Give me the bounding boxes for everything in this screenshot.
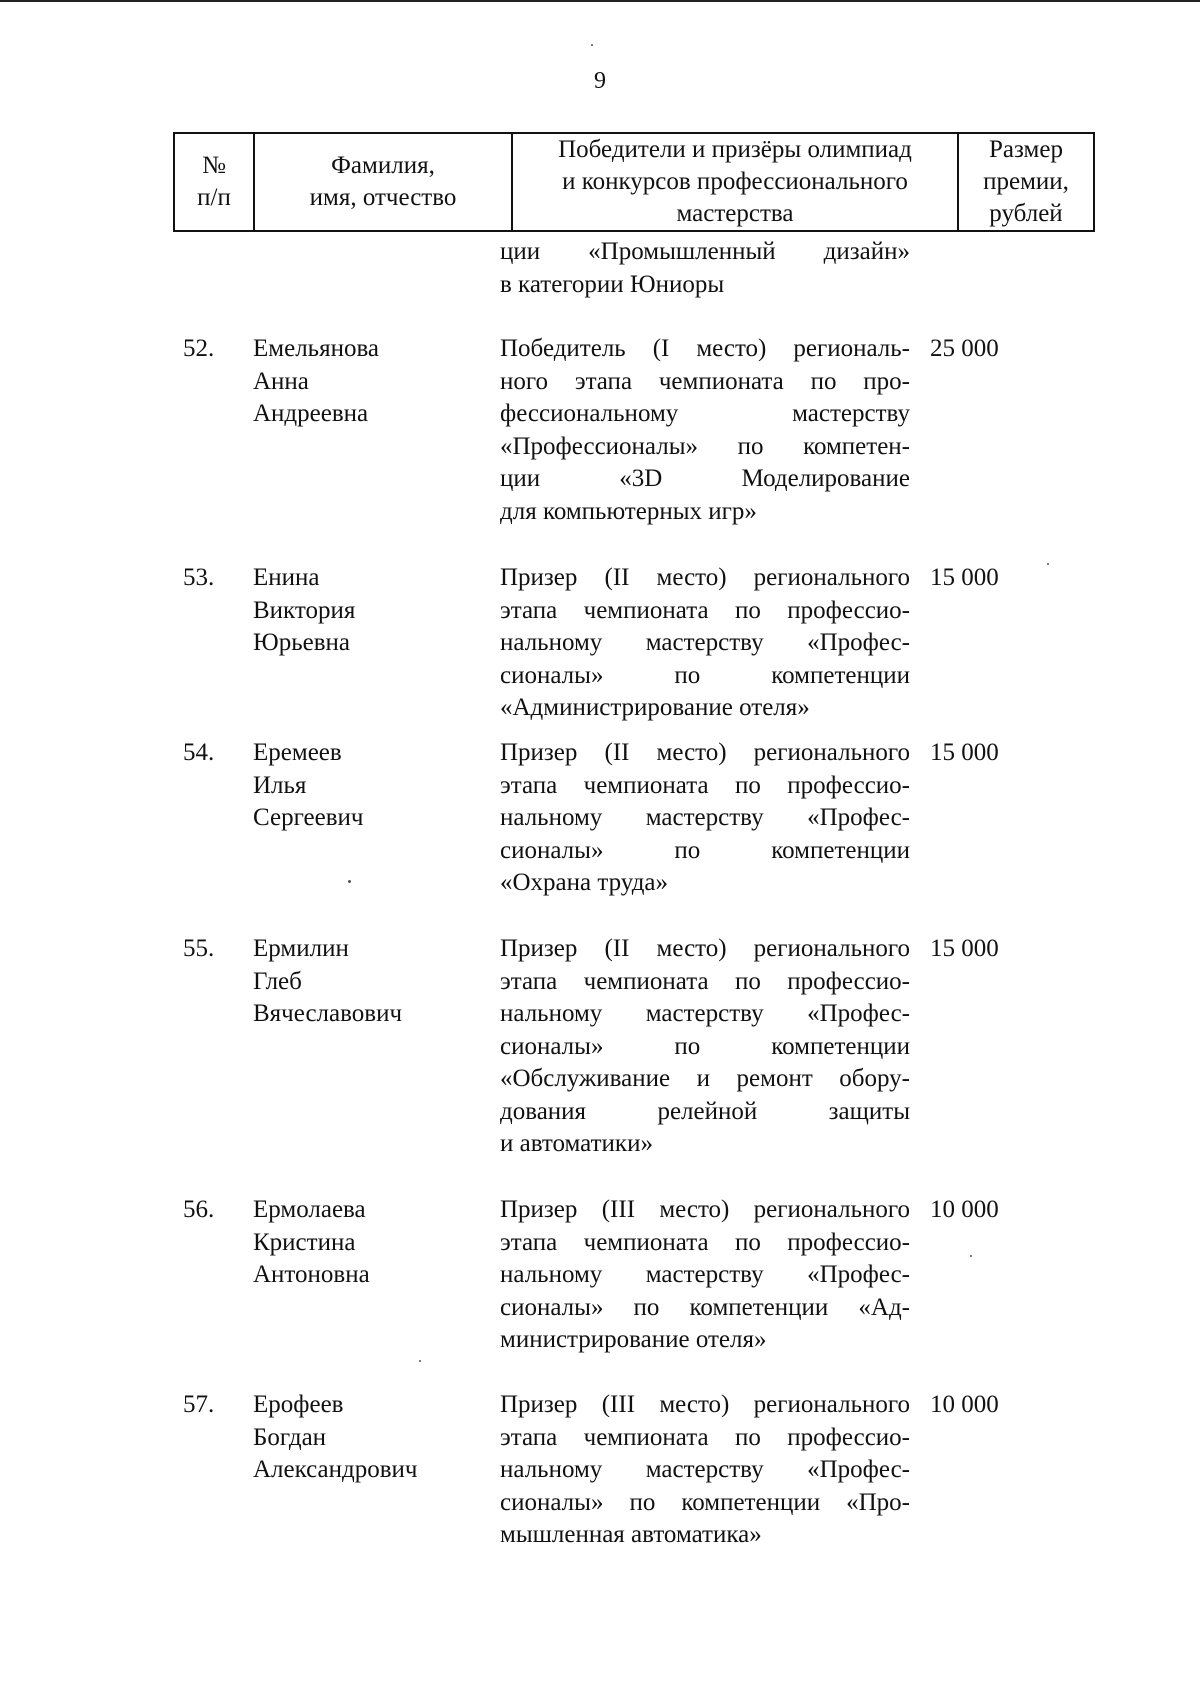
- row-number: 56.: [183, 1196, 215, 1223]
- header-name-cell: [254, 133, 512, 231]
- top-border-line: [0, 0, 1200, 2]
- description-line: этапа чемпионата по профессио-: [500, 1228, 910, 1256]
- header-description-line: мастерства: [676, 200, 794, 227]
- header-number-line: п/п: [197, 184, 231, 211]
- prize-amount: 15 000: [930, 935, 999, 962]
- description-line: для компьютерных игр»: [500, 497, 757, 525]
- header-amount-cell: [958, 133, 1094, 231]
- page-number: 9: [594, 68, 606, 94]
- name-line: Енина: [253, 564, 320, 591]
- description-line: нальному мастерству «Профес-: [500, 1261, 910, 1288]
- row-number: 52.: [183, 335, 215, 362]
- header-description-cell: [512, 133, 958, 231]
- achievement-description: [500, 1389, 910, 1552]
- name-line: Илья: [253, 771, 307, 799]
- name-line: Богдан: [253, 1423, 327, 1451]
- achievement-description: [500, 933, 910, 1161]
- recipient-name: [253, 562, 473, 660]
- header-name-line: Фамилия,: [331, 152, 435, 179]
- prize-amount: 10 000: [930, 1391, 999, 1418]
- description-line: «Администрирование отеля»: [500, 694, 810, 721]
- name-line: Кристина: [253, 1228, 356, 1256]
- header-number-line: №: [202, 152, 226, 179]
- description-line: Призер (II место) регионального: [500, 739, 910, 766]
- header-number-cell: [174, 133, 254, 231]
- name-line: Ермолаева: [253, 1196, 366, 1223]
- description-line: «Охрана труда»: [500, 869, 669, 896]
- description-line: этапа чемпионата по профессио-: [500, 771, 910, 799]
- achievement-description: [500, 333, 910, 528]
- continuation-text: [500, 236, 910, 301]
- description-line: этапа чемпионата по профессио-: [500, 967, 910, 995]
- description-line: нальному мастерству «Профес-: [500, 1456, 910, 1483]
- description-line: сионалы» по компетенции «Про-: [500, 1488, 910, 1516]
- description-line: «Обслуживание и ремонт обору-: [500, 1065, 910, 1092]
- achievement-description: [500, 562, 910, 725]
- description-line: ции «3D Моделирование: [500, 465, 910, 492]
- description-line: Призер (III место) регионального: [500, 1196, 910, 1223]
- name-line: Ермилин: [253, 935, 349, 962]
- description-line: Призер (III место) регионального: [500, 1391, 910, 1418]
- description-line: Победитель (I место) региональ-: [500, 335, 910, 362]
- name-line: Александрович: [253, 1456, 418, 1483]
- recipient-name: [253, 333, 473, 431]
- row-number: 54.: [183, 739, 215, 766]
- header-name-line: имя, отчество: [309, 184, 457, 211]
- description-line: сионалы» по компетенции: [500, 836, 910, 864]
- name-line: Виктория: [253, 596, 356, 624]
- prize-amount: 25 000: [930, 335, 999, 362]
- description-line: нальному мастерству «Профес-: [500, 1000, 910, 1027]
- recipient-name: [253, 737, 473, 835]
- description-line: Призер (II место) регионального: [500, 935, 910, 962]
- continuation-line: в категории Юниоры: [500, 270, 725, 298]
- row-number: 55.: [183, 935, 215, 962]
- scan-speck: [591, 44, 593, 46]
- name-line: Антоновна: [253, 1261, 370, 1288]
- name-line: Вячеславович: [253, 1000, 403, 1027]
- description-line: дования релейной защиты: [500, 1097, 910, 1125]
- description-line: министрирование отеля»: [500, 1326, 767, 1353]
- name-line: Анна: [253, 367, 309, 395]
- description-line: и автоматики»: [500, 1130, 653, 1157]
- header-description-line: и конкурсов профессионального: [562, 168, 908, 195]
- description-line: мышленная автоматика»: [500, 1521, 762, 1548]
- description-line: нальному мастерству «Профес-: [500, 804, 910, 831]
- name-line: Емельянова: [253, 335, 380, 362]
- description-line: этапа чемпионата по профессио-: [500, 1423, 910, 1451]
- recipient-name: [253, 933, 473, 1031]
- name-line: Глеб: [253, 967, 302, 995]
- scan-speck: [348, 880, 351, 883]
- row-number: 53.: [183, 564, 215, 591]
- description-line: ного этапа чемпионата по про-: [500, 367, 910, 395]
- prize-amount: 15 000: [930, 739, 999, 766]
- table-header: [173, 132, 1095, 232]
- recipient-name: [253, 1389, 473, 1487]
- achievement-description: [500, 737, 910, 900]
- achievement-description: [500, 1194, 910, 1357]
- description-line: «Профессионалы» по компетен-: [500, 432, 910, 460]
- header-amount-line: рублей: [989, 200, 1063, 227]
- name-line: Юрьевна: [253, 629, 350, 656]
- description-line: Призер (II место) регионального: [500, 564, 910, 591]
- description-line: сионалы» по компетенции: [500, 1032, 910, 1060]
- name-line: Ерофеев: [253, 1391, 344, 1418]
- header-amount-line: премии,: [983, 168, 1069, 195]
- header-amount-line: Размер: [989, 136, 1063, 163]
- prize-amount: 15 000: [930, 564, 999, 591]
- description-line: этапа чемпионата по профессио-: [500, 596, 910, 624]
- name-line: Андреевна: [253, 400, 369, 427]
- description-line: фессиональному мастерству: [500, 400, 910, 427]
- description-line: нальному мастерству «Профес-: [500, 629, 910, 656]
- description-line: сионалы» по компетенции «Ад-: [500, 1293, 910, 1321]
- continuation-line: ции «Промышленный дизайн»: [500, 238, 910, 265]
- scan-speck: [419, 1360, 421, 1362]
- row-number: 57.: [183, 1391, 215, 1418]
- recipient-name: [253, 1194, 473, 1292]
- header-description-line: Победители и призёры олимпиад: [558, 136, 912, 163]
- description-line: сионалы» по компетенции: [500, 661, 910, 689]
- prize-amount: 10 000: [930, 1196, 999, 1223]
- name-line: Сергеевич: [253, 804, 364, 831]
- scan-speck: [1047, 563, 1049, 565]
- scan-speck: [970, 1255, 972, 1257]
- name-line: Еремеев: [253, 739, 342, 766]
